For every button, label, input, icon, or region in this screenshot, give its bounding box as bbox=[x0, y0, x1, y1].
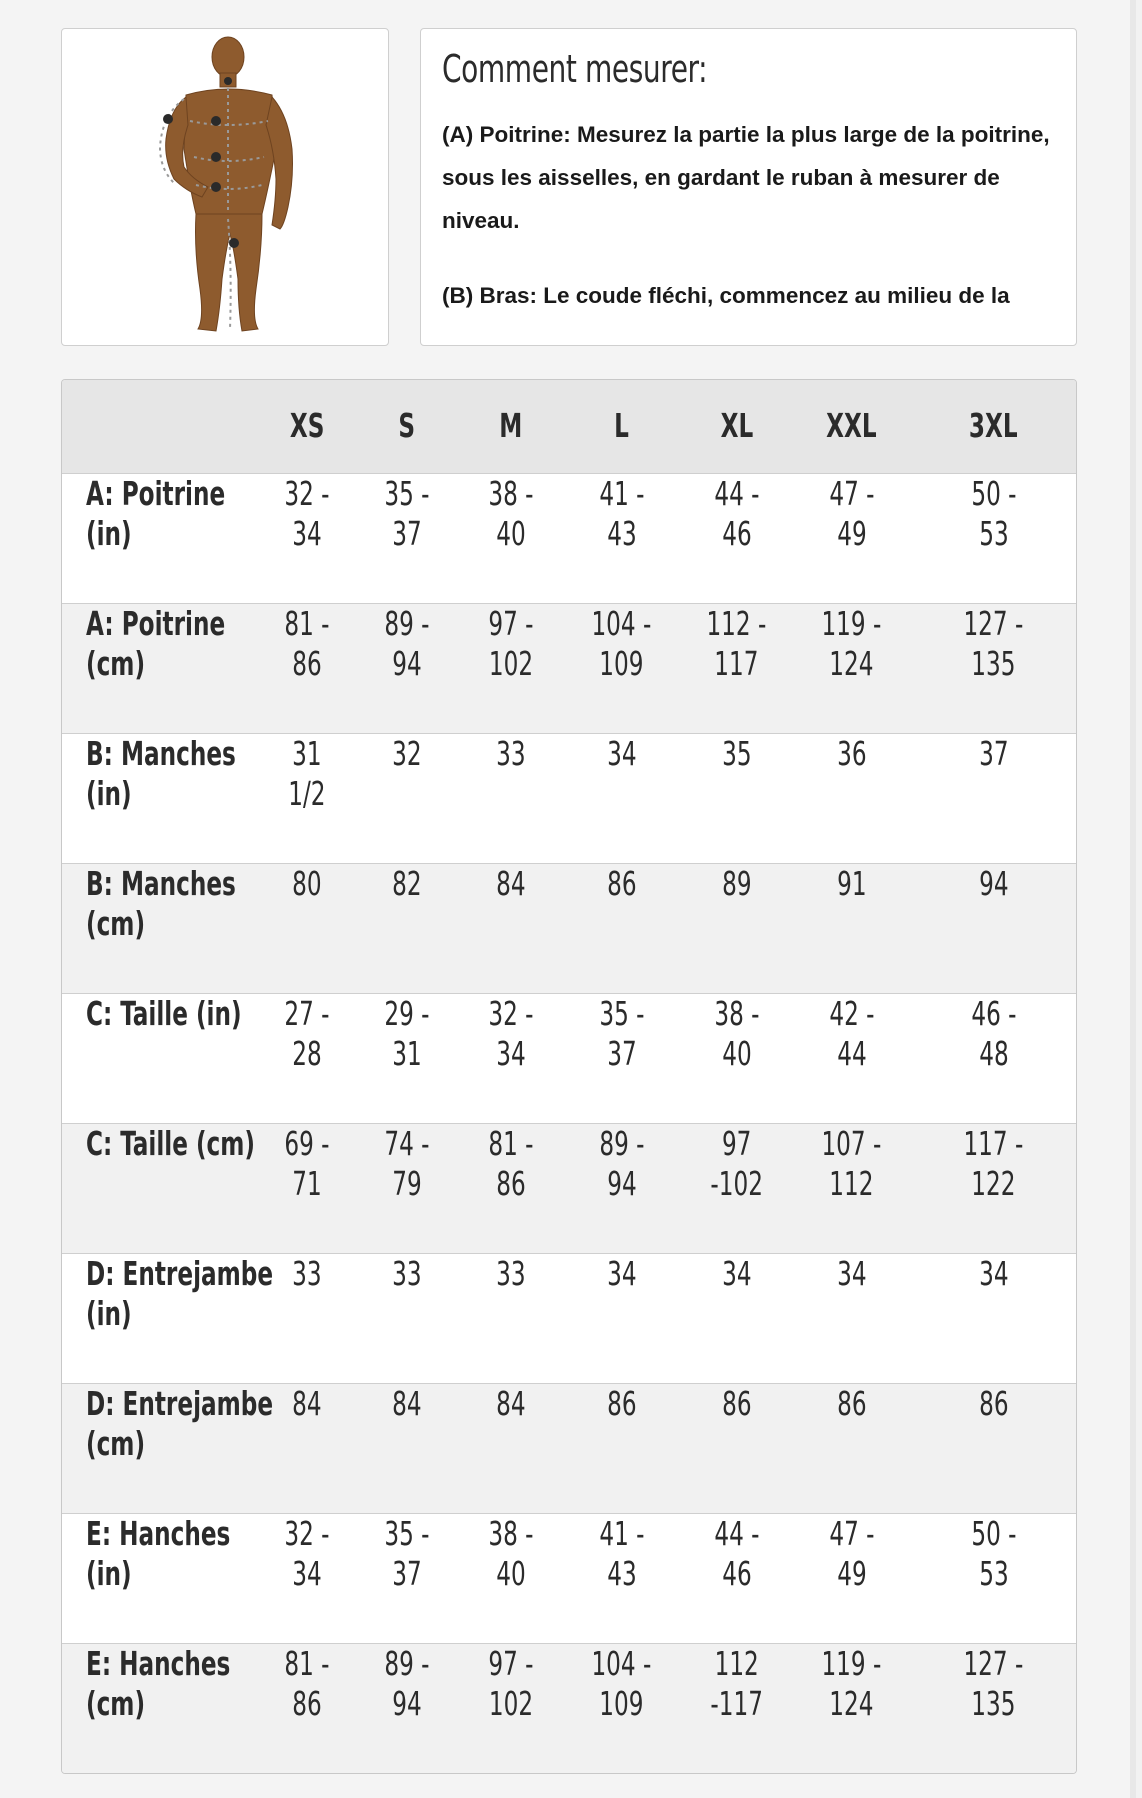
table-cell-value: 44 - bbox=[713, 1513, 760, 1553]
table-cell bbox=[679, 1513, 794, 1643]
table-cell-value: 86 bbox=[606, 1383, 637, 1423]
table-cell-value: 34 bbox=[606, 733, 637, 773]
table-row bbox=[62, 1123, 1077, 1253]
how-to-measure-card bbox=[420, 28, 1077, 346]
table-cell bbox=[357, 863, 457, 993]
table-cell bbox=[564, 1123, 679, 1253]
table-cell bbox=[457, 1383, 564, 1513]
measurement-label bbox=[62, 1253, 274, 1383]
table-cell bbox=[457, 993, 564, 1123]
table-cell bbox=[909, 1383, 1077, 1513]
measurement-label-line: (cm) bbox=[86, 1683, 146, 1723]
measurement-label bbox=[62, 1643, 257, 1773]
table-cell-value: 119 - bbox=[821, 1643, 882, 1683]
table-cell-value: 46 - bbox=[970, 993, 1017, 1033]
table-cell-value: 49 bbox=[836, 513, 867, 553]
measurement-label bbox=[62, 1513, 257, 1643]
table-cell bbox=[457, 473, 564, 603]
table-cell bbox=[909, 863, 1077, 993]
measurement-label-line: D: Entrejambe bbox=[86, 1383, 274, 1423]
measurement-label-line: (in) bbox=[86, 1553, 132, 1593]
table-cell-value: 127 - bbox=[963, 1643, 1024, 1683]
size-header-row bbox=[62, 380, 1077, 473]
table-cell-value: 33 bbox=[495, 733, 526, 773]
table-cell-value: -102 bbox=[710, 1163, 763, 1203]
table-cell-value: 122 bbox=[971, 1163, 1016, 1203]
table-cell bbox=[357, 1643, 457, 1773]
table-cell bbox=[909, 1253, 1077, 1383]
size-header-label: 3XL bbox=[969, 406, 1018, 446]
table-row bbox=[62, 733, 1077, 863]
table-cell-value: 86 bbox=[292, 643, 322, 683]
size-header-l bbox=[564, 380, 679, 473]
table-cell-value: 124 bbox=[829, 643, 874, 683]
table-cell-value: 35 - bbox=[384, 1513, 430, 1553]
table-cell-value: 104 - bbox=[591, 1643, 652, 1683]
table-cell bbox=[909, 473, 1077, 603]
table-cell-value: 112 bbox=[829, 1163, 874, 1203]
table-cell-value: 42 - bbox=[828, 993, 875, 1033]
table-cell-value: 34 bbox=[292, 1553, 322, 1593]
table-cell-value: 34 bbox=[836, 1253, 867, 1293]
size-header-label: S bbox=[398, 406, 416, 446]
size-header-xs bbox=[257, 380, 357, 473]
size-chart-card bbox=[61, 379, 1077, 1774]
table-cell-value: 34 bbox=[495, 1033, 526, 1073]
table-cell bbox=[457, 603, 564, 733]
table-cell-value: 37 bbox=[392, 513, 422, 553]
table-cell-value: 40 bbox=[495, 1553, 526, 1593]
table-cell-value: 89 - bbox=[384, 1643, 430, 1683]
table-cell bbox=[794, 473, 909, 603]
table-cell-value: 117 - bbox=[963, 1123, 1024, 1163]
table-cell-value: 86 bbox=[606, 863, 637, 903]
table-cell bbox=[679, 1123, 794, 1253]
size-header-m bbox=[457, 380, 564, 473]
table-cell-value: 34 bbox=[721, 1253, 752, 1293]
table-cell-value: 47 - bbox=[828, 1513, 875, 1553]
table-cell-value: 37 bbox=[978, 733, 1009, 773]
measurement-label-line: (in) bbox=[86, 513, 132, 553]
table-cell bbox=[357, 603, 457, 733]
table-cell-value: 86 bbox=[978, 1383, 1009, 1423]
table-cell-value: 94 bbox=[606, 1163, 637, 1203]
table-cell bbox=[909, 1513, 1077, 1643]
table-cell-value: -117 bbox=[710, 1683, 763, 1723]
table-cell-value: 38 - bbox=[487, 1513, 534, 1553]
table-cell bbox=[257, 473, 357, 603]
table-cell-value: 28 bbox=[292, 1033, 322, 1073]
table-cell bbox=[564, 1643, 679, 1773]
table-cell bbox=[679, 1643, 794, 1773]
table-cell bbox=[909, 1123, 1077, 1253]
size-chart-table bbox=[62, 380, 1077, 1773]
size-header-label: XS bbox=[289, 406, 325, 446]
table-cell bbox=[357, 1123, 457, 1253]
table-cell-value: 107 - bbox=[821, 1123, 882, 1163]
table-cell-value: 49 bbox=[836, 1553, 867, 1593]
table-cell bbox=[794, 1383, 909, 1513]
measurement-label-line: (in) bbox=[86, 1293, 132, 1333]
table-cell-value: 81 - bbox=[284, 1643, 330, 1683]
size-header-label: XXL bbox=[826, 406, 877, 446]
table-cell-value: 34 bbox=[606, 1253, 637, 1293]
table-cell-value: 79 bbox=[392, 1163, 422, 1203]
table-cell bbox=[794, 1513, 909, 1643]
table-cell-value: 117 bbox=[714, 643, 759, 683]
body-measurement-figure-icon bbox=[62, 29, 389, 346]
table-cell bbox=[564, 1253, 679, 1383]
table-cell-value: 109 bbox=[599, 643, 644, 683]
table-cell-value: 48 bbox=[978, 1033, 1009, 1073]
table-cell bbox=[357, 473, 457, 603]
table-cell bbox=[457, 1123, 564, 1253]
measurement-label-line: (cm) bbox=[86, 643, 146, 683]
table-cell bbox=[564, 1383, 679, 1513]
table-cell-value: 37 bbox=[392, 1553, 422, 1593]
size-header-label: XL bbox=[720, 406, 753, 446]
table-cell bbox=[794, 1643, 909, 1773]
table-cell-value: 112 - bbox=[706, 603, 767, 643]
table-cell-value: 38 - bbox=[713, 993, 760, 1033]
table-cell-value: 33 bbox=[292, 1253, 322, 1293]
table-cell-value: 135 bbox=[971, 643, 1016, 683]
table-cell bbox=[357, 993, 457, 1123]
table-cell bbox=[679, 1383, 794, 1513]
table-cell-value: 124 bbox=[829, 1683, 874, 1723]
table-cell-value: 33 bbox=[392, 1253, 422, 1293]
table-cell-value: 50 - bbox=[970, 1513, 1017, 1553]
table-cell-value: 53 bbox=[978, 1553, 1009, 1593]
table-cell-value: 41 - bbox=[598, 1513, 645, 1553]
table-cell-value: 1/2 bbox=[288, 773, 326, 813]
table-cell-value: 80 bbox=[292, 863, 322, 903]
table-cell-value: 91 bbox=[836, 863, 867, 903]
measurement-label-line: A: Poitrine bbox=[86, 473, 226, 513]
table-cell-value: 82 bbox=[392, 863, 422, 903]
measurement-label-line: (in) bbox=[86, 773, 132, 813]
table-cell-value: 44 - bbox=[713, 473, 760, 513]
measurement-label-line: D: Entrejambe bbox=[86, 1253, 274, 1293]
table-cell-value: 46 bbox=[721, 513, 752, 553]
table-cell bbox=[257, 603, 357, 733]
table-cell-value: 53 bbox=[978, 513, 1009, 553]
table-cell-value: 74 - bbox=[384, 1123, 430, 1163]
table-cell bbox=[794, 993, 909, 1123]
table-cell-value: 29 - bbox=[384, 993, 430, 1033]
table-cell-value: 41 - bbox=[598, 473, 645, 513]
table-cell-value: 32 - bbox=[487, 993, 534, 1033]
table-cell-value: 40 bbox=[721, 1033, 752, 1073]
table-cell-value: 112 bbox=[714, 1643, 759, 1683]
table-cell bbox=[564, 733, 679, 863]
table-cell bbox=[457, 1643, 564, 1773]
table-cell-value: 109 bbox=[599, 1683, 644, 1723]
table-cell bbox=[679, 863, 794, 993]
table-cell-value: 31 bbox=[292, 733, 322, 773]
table-cell bbox=[679, 603, 794, 733]
table-cell-value: 36 bbox=[836, 733, 867, 773]
table-row bbox=[62, 1513, 1077, 1643]
measurement-label-line: C: Taille (in) bbox=[86, 993, 242, 1033]
table-cell-value: 94 bbox=[392, 643, 422, 683]
table-cell bbox=[257, 1513, 357, 1643]
table-cell-value: 89 - bbox=[598, 1123, 645, 1163]
table-cell bbox=[564, 473, 679, 603]
table-cell bbox=[457, 733, 564, 863]
table-row bbox=[62, 863, 1077, 993]
table-cell bbox=[909, 993, 1077, 1123]
measurement-label-line: B: Manches bbox=[86, 863, 236, 903]
table-cell bbox=[679, 1253, 794, 1383]
size-header-xl bbox=[679, 380, 794, 473]
table-cell bbox=[357, 733, 457, 863]
table-cell bbox=[909, 733, 1077, 863]
table-cell-value: 44 bbox=[836, 1033, 867, 1073]
table-cell-value: 97 bbox=[721, 1123, 752, 1163]
size-header-xxl bbox=[794, 380, 909, 473]
table-cell bbox=[679, 733, 794, 863]
table-cell bbox=[357, 1253, 457, 1383]
table-cell-value: 102 bbox=[488, 1683, 533, 1723]
measurement-label bbox=[62, 603, 257, 733]
table-row bbox=[62, 1383, 1077, 1513]
table-cell-value: 84 bbox=[292, 1383, 322, 1423]
measurement-label bbox=[62, 863, 257, 993]
table-cell bbox=[564, 603, 679, 733]
table-cell-value: 35 bbox=[721, 733, 752, 773]
table-cell-value: 89 bbox=[721, 863, 752, 903]
size-header-3xl bbox=[909, 380, 1077, 473]
measurement-label bbox=[62, 993, 257, 1123]
measurement-label-line: B: Manches bbox=[86, 733, 236, 773]
table-row bbox=[62, 993, 1077, 1123]
table-cell-value: 127 - bbox=[963, 603, 1024, 643]
table-cell bbox=[794, 603, 909, 733]
table-cell-value: 34 bbox=[292, 513, 322, 553]
table-cell-value: 50 - bbox=[970, 473, 1017, 513]
table-cell-value: 102 bbox=[488, 643, 533, 683]
measurement-label-line: A: Poitrine bbox=[86, 603, 226, 643]
table-cell-value: 84 bbox=[495, 1383, 526, 1423]
table-cell bbox=[909, 603, 1077, 733]
table-cell bbox=[679, 473, 794, 603]
table-cell bbox=[794, 733, 909, 863]
measurement-label bbox=[62, 1383, 274, 1513]
size-header-label: L bbox=[614, 406, 629, 446]
table-cell bbox=[564, 993, 679, 1123]
table-cell-value: 32 bbox=[392, 733, 422, 773]
table-cell-value: 84 bbox=[392, 1383, 422, 1423]
table-cell-value: 37 bbox=[606, 1033, 637, 1073]
table-cell bbox=[564, 863, 679, 993]
table-cell bbox=[457, 1253, 564, 1383]
table-cell-value: 119 - bbox=[821, 603, 882, 643]
table-cell bbox=[357, 1513, 457, 1643]
measurement-label-line: C: Taille (cm) bbox=[86, 1123, 256, 1163]
table-cell-value: 38 - bbox=[487, 473, 534, 513]
table-cell bbox=[457, 863, 564, 993]
table-cell-value: 97 - bbox=[487, 1643, 534, 1683]
table-cell bbox=[794, 1123, 909, 1253]
table-row bbox=[62, 1643, 1077, 1773]
table-cell-value: 43 bbox=[606, 513, 637, 553]
table-cell-value: 86 bbox=[292, 1683, 322, 1723]
table-cell-value: 135 bbox=[971, 1683, 1016, 1723]
table-cell-value: 35 - bbox=[384, 473, 430, 513]
table-cell-value: 69 - bbox=[284, 1123, 330, 1163]
measurement-label-line: (cm) bbox=[86, 1423, 146, 1463]
size-header-label: M bbox=[498, 406, 523, 446]
measurement-label-line: (cm) bbox=[86, 903, 146, 943]
arm-instruction: (B) Bras: Le coude fléchi, commencez au milieu de la bbox=[442, 283, 1010, 308]
table-cell-value: 104 - bbox=[591, 603, 652, 643]
table-cell-value: 33 bbox=[495, 1253, 526, 1293]
table-cell bbox=[564, 1513, 679, 1643]
table-cell-value: 94 bbox=[978, 863, 1009, 903]
table-cell-value: 86 bbox=[721, 1383, 752, 1423]
table-cell-value: 34 bbox=[978, 1253, 1009, 1293]
table-cell bbox=[257, 1643, 357, 1773]
chest-instruction: (A) Poitrine: Mesurez la partie la plus large de la poitrine, sous les aisselles, en gardant le ruban à mesurer de niveau. bbox=[442, 122, 1050, 233]
table-cell-value: 86 bbox=[495, 1163, 526, 1203]
table-cell-value: 84 bbox=[495, 863, 526, 903]
table-row bbox=[62, 1253, 1077, 1383]
table-cell-value: 43 bbox=[606, 1553, 637, 1593]
scrollbar[interactable] bbox=[1130, 0, 1136, 1798]
table-cell-value: 71 bbox=[292, 1163, 322, 1203]
table-cell-value: 81 - bbox=[487, 1123, 534, 1163]
table-cell bbox=[909, 1643, 1077, 1773]
table-cell-value: 97 - bbox=[487, 603, 534, 643]
table-cell-value: 32 - bbox=[284, 473, 330, 513]
table-row bbox=[62, 473, 1077, 603]
table-cell-value: 47 - bbox=[828, 473, 875, 513]
table-cell bbox=[794, 863, 909, 993]
table-cell-value: 35 - bbox=[598, 993, 645, 1033]
table-cell-value: 94 bbox=[392, 1683, 422, 1723]
measurement-label-line: E: Hanches bbox=[86, 1513, 231, 1553]
table-cell-value: 31 bbox=[392, 1033, 422, 1073]
measurement-label-line: E: Hanches bbox=[86, 1643, 231, 1683]
table-cell bbox=[457, 1513, 564, 1643]
table-cell-value: 27 - bbox=[284, 993, 330, 1033]
table-row bbox=[62, 603, 1077, 733]
table-cell-value: 81 - bbox=[284, 603, 330, 643]
table-cell bbox=[679, 993, 794, 1123]
table-cell bbox=[794, 1253, 909, 1383]
measurement-label bbox=[62, 733, 257, 863]
table-cell-value: 32 - bbox=[284, 1513, 330, 1553]
measurement-label bbox=[62, 473, 257, 603]
table-cell-value: 46 bbox=[721, 1553, 752, 1593]
header-label-cell bbox=[62, 380, 257, 473]
measurement-label bbox=[62, 1123, 257, 1253]
table-cell-value: 40 bbox=[495, 513, 526, 553]
table-cell-value: 86 bbox=[836, 1383, 867, 1423]
table-cell bbox=[357, 1383, 457, 1513]
size-header-s bbox=[357, 380, 457, 473]
table-cell-value: 89 - bbox=[384, 603, 430, 643]
how-to-measure-title: Comment mesurer: bbox=[442, 47, 708, 91]
measurement-figure-card bbox=[61, 28, 389, 346]
